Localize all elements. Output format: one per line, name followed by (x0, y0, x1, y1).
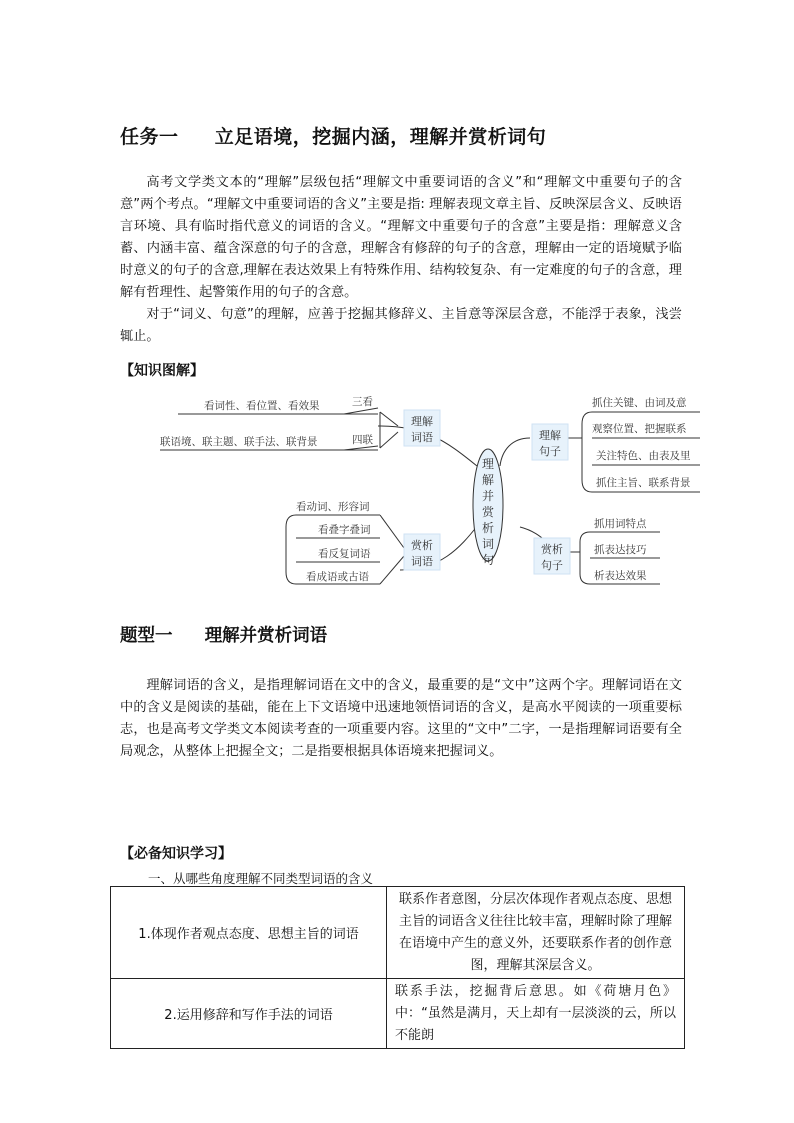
appreciate-sentence-item-3: 析表达效果 (594, 570, 647, 582)
center-char-5: 析 (481, 521, 495, 535)
center-node-label (482, 457, 495, 567)
center-char-4: 赏 (481, 505, 495, 519)
appreciate-word-item-4: 看成语或古语 (306, 571, 369, 583)
word-type-cell: 2.运用修辞和写作手法的词语 (111, 979, 387, 1049)
center-char-1: 理 (481, 457, 495, 471)
detail-four-links: 联语境、联主题、联手法、联背景 (160, 436, 318, 448)
appreciate-sentence-item-1: 抓用词特点 (594, 518, 647, 530)
node-understand-words-line2: 词语 (411, 431, 433, 444)
detail-three-looks: 看词性、看位置、看效果 (204, 400, 320, 412)
table-row (111, 887, 685, 979)
knowledge-mindmap (150, 386, 710, 586)
knowledge-diagram-heading: 【知识图解】 (120, 363, 204, 379)
intro-section (120, 172, 682, 348)
node-understand-sentences-line1: 理解 (539, 429, 561, 442)
center-char-3: 并 (481, 489, 495, 503)
required-knowledge-heading: 【必备知识学习】 (120, 846, 232, 862)
intro-paragraph-1: 高考文学类文本的“理解”层级包括“理解文中重要词语的含义”和“理解文中重要句子的含意”两个考点。“理解文中重要词语的含义”主要是指: 理解表现文章主旨、反映深层含义、反映语言环境、具有临时指代意义的词语的含义。“理解文中重要句子的含意”主要是指：理解意义含蓄、内涵丰富、蕴含深意的句子的含意，理解含有修辞的句子的含意，理解由一定的语境赋予临时意义的句子的含意,理解在表达效果上有特殊作用、结构较复杂、有一定难度的句子的含意，理解有哲理性、起警策作用的句子的含意。 (120, 175, 682, 300)
node-appreciate-words-line1: 赏析 (411, 539, 433, 552)
type-label: 题型一 (120, 626, 173, 646)
node-understand-sentences-line2: 句子 (539, 445, 561, 458)
understand-sentence-item-2: 观察位置、把握联系 (592, 423, 687, 435)
branch-three-looks: 三看 (352, 396, 373, 408)
node-understand-words-line1: 理解 (411, 415, 433, 428)
type-intro-paragraph: 理解词语的含义，是指理解词语在文中的含义，最重要的是“文中”这两个字。理解词语在文中的含义是阅读的基础，能在上下文语境中迅速地领悟词语的含义，是高水平阅读的一项重要标志，也是高考文学类文本阅读考查的一项重要内容。这里的“文中”二字，一是指理解词语要有全局观念，从整体上把握全文；二是指要根据具体语境来把握词义。 (120, 678, 682, 759)
appreciate-sentence-item-2: 抓表达技巧 (594, 544, 647, 556)
task-title (120, 122, 546, 149)
appreciate-word-item-3: 看反复词语 (318, 548, 371, 560)
word-type-table (110, 886, 685, 1049)
type-title-text: 理解并赏析词语 (204, 626, 328, 646)
task-label: 任务一 (120, 126, 179, 148)
center-char-6: 词 (481, 537, 495, 551)
understand-sentence-item-4: 抓住主旨、联系背景 (596, 477, 691, 489)
appreciate-word-item-1: 看动词、形容词 (296, 501, 370, 513)
type-title (120, 622, 327, 647)
method-cell: 联系手法，挖掘背后意思。如《荷塘月色》中：“虽然是满月，天上却有一层淡淡的云，所以不能朗 (387, 979, 685, 1049)
node-appreciate-sentences-line1: 赏析 (541, 543, 563, 556)
node-appreciate-sentences-line2: 句子 (541, 559, 563, 572)
branch-four-links: 四联 (352, 434, 373, 446)
intro-paragraph-2: 对于“词义、句意”的理解，应善于挖掘其修辞义、主旨意等深层含意，不能浮于表象，浅尝辄止。 (120, 307, 682, 344)
center-char-7: 句 (481, 553, 495, 567)
task-title-text: 立足语境，挖掘内涵，理解并赏析词句 (214, 126, 547, 148)
appreciate-word-item-2: 看叠字叠词 (318, 524, 371, 536)
center-char-2: 解 (481, 473, 495, 487)
word-type-cell: 1.体现作者观点态度、思想主旨的词语 (111, 887, 387, 979)
understand-sentence-item-3: 关注特色、由表及里 (596, 450, 691, 462)
table-subheading: 一、从哪些角度理解不同类型词语的含义 (148, 871, 374, 886)
understand-sentence-item-1: 抓住关键、由词及意 (592, 397, 687, 409)
table-row (111, 979, 685, 1049)
node-appreciate-words-line2: 词语 (411, 555, 433, 568)
method-cell: 联系作者意图，分层次体现作者观点态度、思想主旨的词语含义往往比较丰富，理解时除了理解在语境中产生的意义外，还要联系作者的创作意图，理解其深层含义。 (387, 887, 685, 979)
type-intro-section (120, 675, 682, 763)
